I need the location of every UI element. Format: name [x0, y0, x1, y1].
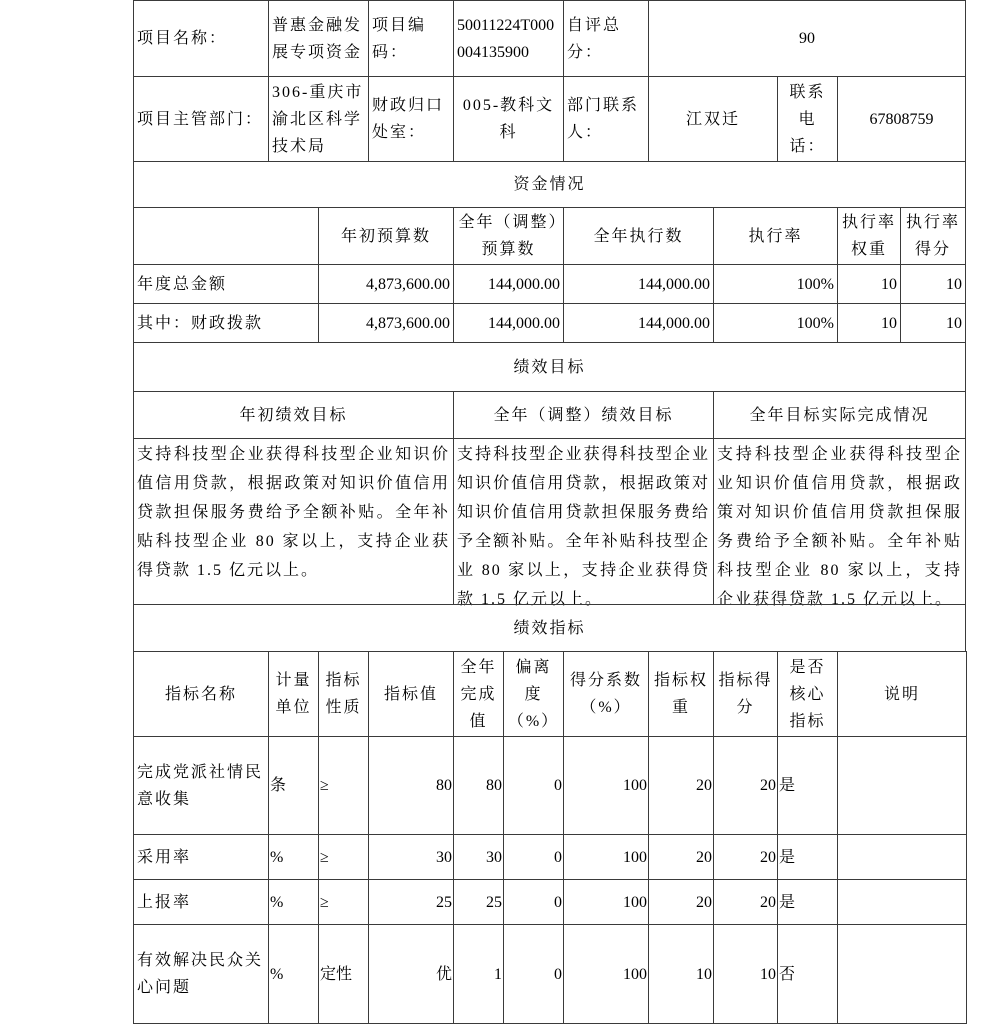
finance-office-label [368, 76, 454, 162]
indicator-cell-score-coef [563, 736, 649, 835]
indicator-cell-text: 20 [696, 893, 712, 911]
funds-header-text: 执行率得分 [905, 214, 960, 258]
indicator-cell-note [837, 736, 967, 835]
dept-label [133, 76, 269, 162]
contact-label [563, 76, 649, 162]
indicators-header-text: 指标值 [383, 685, 438, 703]
indicator-row-name [133, 736, 269, 835]
indicator-cell-text: 0 [554, 777, 562, 794]
indicator-cell-actual-value [453, 736, 504, 835]
indicators-header-target-value [368, 651, 454, 737]
indicator-row-name [133, 879, 269, 925]
indicators-header-text: 偏离度（%） [507, 658, 560, 730]
indicator-cell-target-value [368, 736, 454, 835]
indicator-cell-text: 20 [696, 848, 712, 866]
funds-cell [900, 303, 966, 343]
finance-office-label-text: 财政归口处室： [372, 97, 445, 141]
indicators-header-text: 指标权重 [653, 672, 708, 716]
indicator-cell-score [713, 924, 778, 1024]
indicator-cell-is-core [777, 834, 838, 880]
funds-section-title-text: 资金情况 [513, 176, 586, 193]
indicator-cell-weight [648, 834, 714, 880]
indicators-section-title [133, 604, 966, 652]
project-name-value [268, 0, 369, 77]
indicators-header-score-coef [563, 651, 649, 737]
indicator-cell-text: 0 [554, 965, 562, 983]
indicators-section-title-text: 绩效指标 [513, 619, 586, 637]
finance-office-value [453, 76, 564, 162]
indicators-header-unit [268, 651, 319, 737]
funds-header-text: 执行率权重 [841, 214, 896, 258]
indicator-cell-text: 100 [623, 777, 647, 794]
total-score-label [563, 0, 649, 77]
indicator-cell-text: 0 [554, 893, 562, 911]
indicators-header-is-core [777, 651, 838, 737]
funds-header-0 [133, 207, 319, 265]
indicator-cell-text: 20 [760, 848, 776, 866]
indicator-cell-text: 是 [779, 893, 796, 911]
indicator-cell-text: 80 [486, 777, 502, 794]
funds-cell [563, 303, 714, 343]
indicator-cell-text: 优 [435, 965, 452, 983]
indicator-cell-is-core [777, 879, 838, 925]
funds-header-initial-budget [318, 207, 454, 265]
project-name-value-text: 普惠金融发展专项资金 [272, 16, 363, 61]
indicator-cell-text: % [270, 893, 284, 911]
funds-cell [318, 303, 454, 343]
funds-header-adjusted-budget [453, 207, 564, 265]
total-score-label-text: 自评总分： [567, 16, 622, 61]
indicator-cell-text: 1 [494, 965, 502, 983]
phone-value-text: 67808759 [869, 110, 934, 128]
indicator-cell-text: 0 [554, 848, 562, 866]
indicator-cell-deviation [503, 736, 564, 835]
funds-cell-text: 144,000.00 [638, 314, 710, 332]
funds-cell-text: 10 [881, 314, 897, 332]
goals-adjusted-text [453, 438, 714, 608]
funds-cell-text: 10 [946, 314, 962, 332]
indicator-cell-text: 100 [623, 848, 647, 866]
funds-cell [713, 264, 838, 304]
indicators-header-text: 指标名称 [164, 685, 237, 703]
goals-header-text: 年初绩效目标 [239, 406, 348, 424]
funds-cell-text: 144,000.00 [488, 314, 560, 332]
indicators-header-text: 说明 [883, 685, 920, 703]
indicator-cell-nature [318, 834, 369, 880]
indicator-cell-note [837, 924, 967, 1024]
indicator-cell-text: 有效解决民众关心问题 [137, 952, 264, 996]
indicator-cell-score-coef [563, 879, 649, 925]
total-score-value [648, 0, 966, 77]
indicator-cell-nature [318, 736, 369, 835]
indicator-cell-note [837, 834, 967, 880]
indicator-cell-text: 100 [623, 965, 647, 983]
funds-cell-text: 其中：财政拨款 [137, 314, 264, 332]
funds-header-executed [563, 207, 714, 265]
indicator-cell-actual-value [453, 924, 504, 1024]
funds-cell-text: 144,000.00 [638, 275, 710, 293]
indicator-cell-text: 10 [696, 965, 712, 983]
phone-label-text: 联系电话： [789, 83, 826, 155]
indicator-cell-text: 80 [436, 777, 452, 794]
indicators-header-nature [318, 651, 369, 737]
funds-cell [453, 264, 564, 304]
project-code-value-text: 50011224T000004135900 [457, 16, 555, 61]
indicator-cell-text: 25 [436, 893, 452, 911]
indicator-cell-score [713, 834, 778, 880]
funds-row-label [133, 303, 319, 343]
indicators-header-text: 全年完成值 [460, 658, 497, 730]
funds-cell-text: 10 [881, 275, 897, 293]
indicator-cell-is-core [777, 924, 838, 1024]
funds-cell-text: 144,000.00 [488, 275, 560, 293]
project-code-value [453, 0, 564, 77]
funds-cell-text: 100% [796, 314, 834, 332]
contact-value-text: 江双迁 [685, 110, 740, 128]
total-score-value-text: 90 [799, 30, 815, 47]
funds-cell [713, 303, 838, 343]
indicators-header-text: 是否核心指标 [789, 658, 826, 730]
indicator-cell-target-value [368, 834, 454, 880]
funds-cell [318, 264, 454, 304]
indicator-row-name [133, 924, 269, 1024]
dept-label-text: 项目主管部门： [137, 110, 264, 128]
indicator-cell-nature [318, 924, 369, 1024]
indicator-cell-text: 完成党派社情民意收集 [137, 763, 264, 808]
indicator-cell-unit [268, 834, 319, 880]
funds-header-rate-score [900, 207, 966, 265]
funds-cell [837, 264, 901, 304]
indicator-row-name [133, 834, 269, 880]
indicator-cell-text: % [270, 965, 284, 983]
indicator-cell-text: 采用率 [137, 848, 192, 866]
indicators-header-weight [648, 651, 714, 737]
phone-value [837, 76, 966, 162]
funds-cell-text: 10 [946, 275, 962, 293]
indicator-cell-is-core [777, 736, 838, 835]
indicator-cell-text: 10 [760, 965, 776, 983]
indicators-header-score [713, 651, 778, 737]
indicator-cell-text: ≥ [320, 777, 329, 794]
funds-header-exec-rate [713, 207, 838, 265]
goals-text: 支持科技型企业获得科技型企业知识价值信用贷款，根据政策对知识价值信用贷款担保服务费给予全额补贴。全年补贴科技型企业 80 家以上，支持企业获得贷款 1.5 亿元以上。 [137, 446, 450, 579]
indicator-cell-unit [268, 736, 319, 835]
goals-header-text: 全年（调整）绩效目标 [493, 406, 674, 424]
goals-actual-text [713, 438, 966, 608]
dept-value-text: 306-重庆市渝北区科学技术局 [272, 83, 364, 155]
funds-row-label [133, 264, 319, 304]
goals-header-initial [133, 391, 454, 439]
funds-cell-text: 年度总金额 [137, 275, 228, 293]
goals-header-adjusted [453, 391, 714, 439]
indicator-cell-deviation [503, 879, 564, 925]
goals-initial-text [133, 438, 454, 605]
indicator-cell-text: 30 [486, 848, 502, 866]
funds-header-rate-weight [837, 207, 901, 265]
project-name-label [133, 0, 269, 77]
funds-header-text: 年初预算数 [340, 227, 431, 245]
finance-office-value-text: 005-教科文科 [462, 97, 555, 141]
indicator-cell-unit [268, 924, 319, 1024]
indicator-cell-deviation [503, 924, 564, 1024]
indicator-cell-weight [648, 736, 714, 835]
indicator-cell-unit [268, 879, 319, 925]
indicator-cell-nature [318, 879, 369, 925]
indicator-cell-score [713, 736, 778, 835]
funds-cell-text: 100% [796, 275, 834, 293]
indicator-cell-text: 30 [436, 848, 452, 866]
indicator-cell-text: 上报率 [137, 893, 192, 911]
indicator-cell-weight [648, 879, 714, 925]
dept-value [268, 76, 369, 162]
project-name-label-text: 项目名称： [137, 30, 228, 47]
funds-section-title [133, 161, 966, 208]
indicators-header-actual-value [453, 651, 504, 737]
indicators-header-text: 指标得分 [718, 672, 773, 716]
project-code-label [368, 0, 454, 77]
indicators-header-note [837, 651, 967, 737]
indicator-cell-target-value [368, 924, 454, 1024]
indicators-header-deviation [503, 651, 564, 737]
indicator-cell-text: 100 [623, 893, 647, 911]
indicator-cell-text: 是 [779, 777, 796, 794]
indicator-cell-target-value [368, 879, 454, 925]
indicators-header-text: 指标性质 [325, 672, 362, 716]
funds-cell [837, 303, 901, 343]
indicator-cell-text: 条 [270, 777, 287, 794]
goals-section-title-text: 绩效目标 [513, 358, 586, 376]
funds-header-text: 全年执行数 [593, 227, 684, 245]
indicator-cell-text: 25 [486, 893, 502, 911]
indicator-cell-text: 20 [760, 893, 776, 911]
indicator-cell-text: ≥ [320, 848, 329, 866]
contact-label-text: 部门联系人： [567, 97, 640, 141]
indicator-cell-note [837, 879, 967, 925]
funds-cell-text: 4,873,600.00 [366, 275, 450, 293]
indicator-cell-text: % [270, 848, 284, 866]
indicator-cell-score-coef [563, 924, 649, 1024]
project-code-label-text: 项目编码： [372, 16, 427, 61]
indicator-cell-text: 定性 [320, 965, 353, 983]
goals-text: 支持科技型企业获得科技型企业知识价值信用贷款，根据政策对知识价值信用贷款担保服务费给予全额补贴。全年补贴科技型企业 80 家以上，支持企业获得贷款 1.5 亿元以上。 [717, 446, 962, 608]
indicator-cell-text: 是 [779, 848, 796, 866]
goals-header-actual [713, 391, 966, 439]
indicator-cell-weight [648, 924, 714, 1024]
indicator-cell-score-coef [563, 834, 649, 880]
indicator-cell-deviation [503, 834, 564, 880]
funds-cell [900, 264, 966, 304]
phone-label [777, 76, 838, 162]
indicator-cell-actual-value [453, 879, 504, 925]
indicator-cell-text: 20 [760, 777, 776, 794]
indicator-cell-text: 否 [779, 965, 796, 983]
indicator-cell-score [713, 879, 778, 925]
funds-header-text: 全年（调整）预算数 [458, 214, 559, 258]
indicators-header-text: 计量单位 [275, 672, 312, 716]
indicator-cell-text: 20 [696, 777, 712, 794]
goals-header-text: 全年目标实际完成情况 [749, 406, 930, 424]
funds-cell [453, 303, 564, 343]
funds-cell-text: 4,873,600.00 [366, 314, 450, 332]
funds-cell [563, 264, 714, 304]
goals-text: 支持科技型企业获得科技型企业知识价值信用贷款，根据政策对知识价值信用贷款担保服务费给予全额补贴。全年补贴科技型企业 80 家以上，支持企业获得贷款 1.5 亿元以上。 [457, 446, 710, 608]
indicator-cell-actual-value [453, 834, 504, 880]
indicators-header-indicator-name [133, 651, 269, 737]
indicator-cell-text: ≥ [320, 893, 329, 911]
contact-value [648, 76, 778, 162]
goals-section-title [133, 342, 966, 392]
indicators-header-text: 得分系数（%） [569, 672, 642, 716]
funds-header-text: 执行率 [748, 227, 803, 245]
